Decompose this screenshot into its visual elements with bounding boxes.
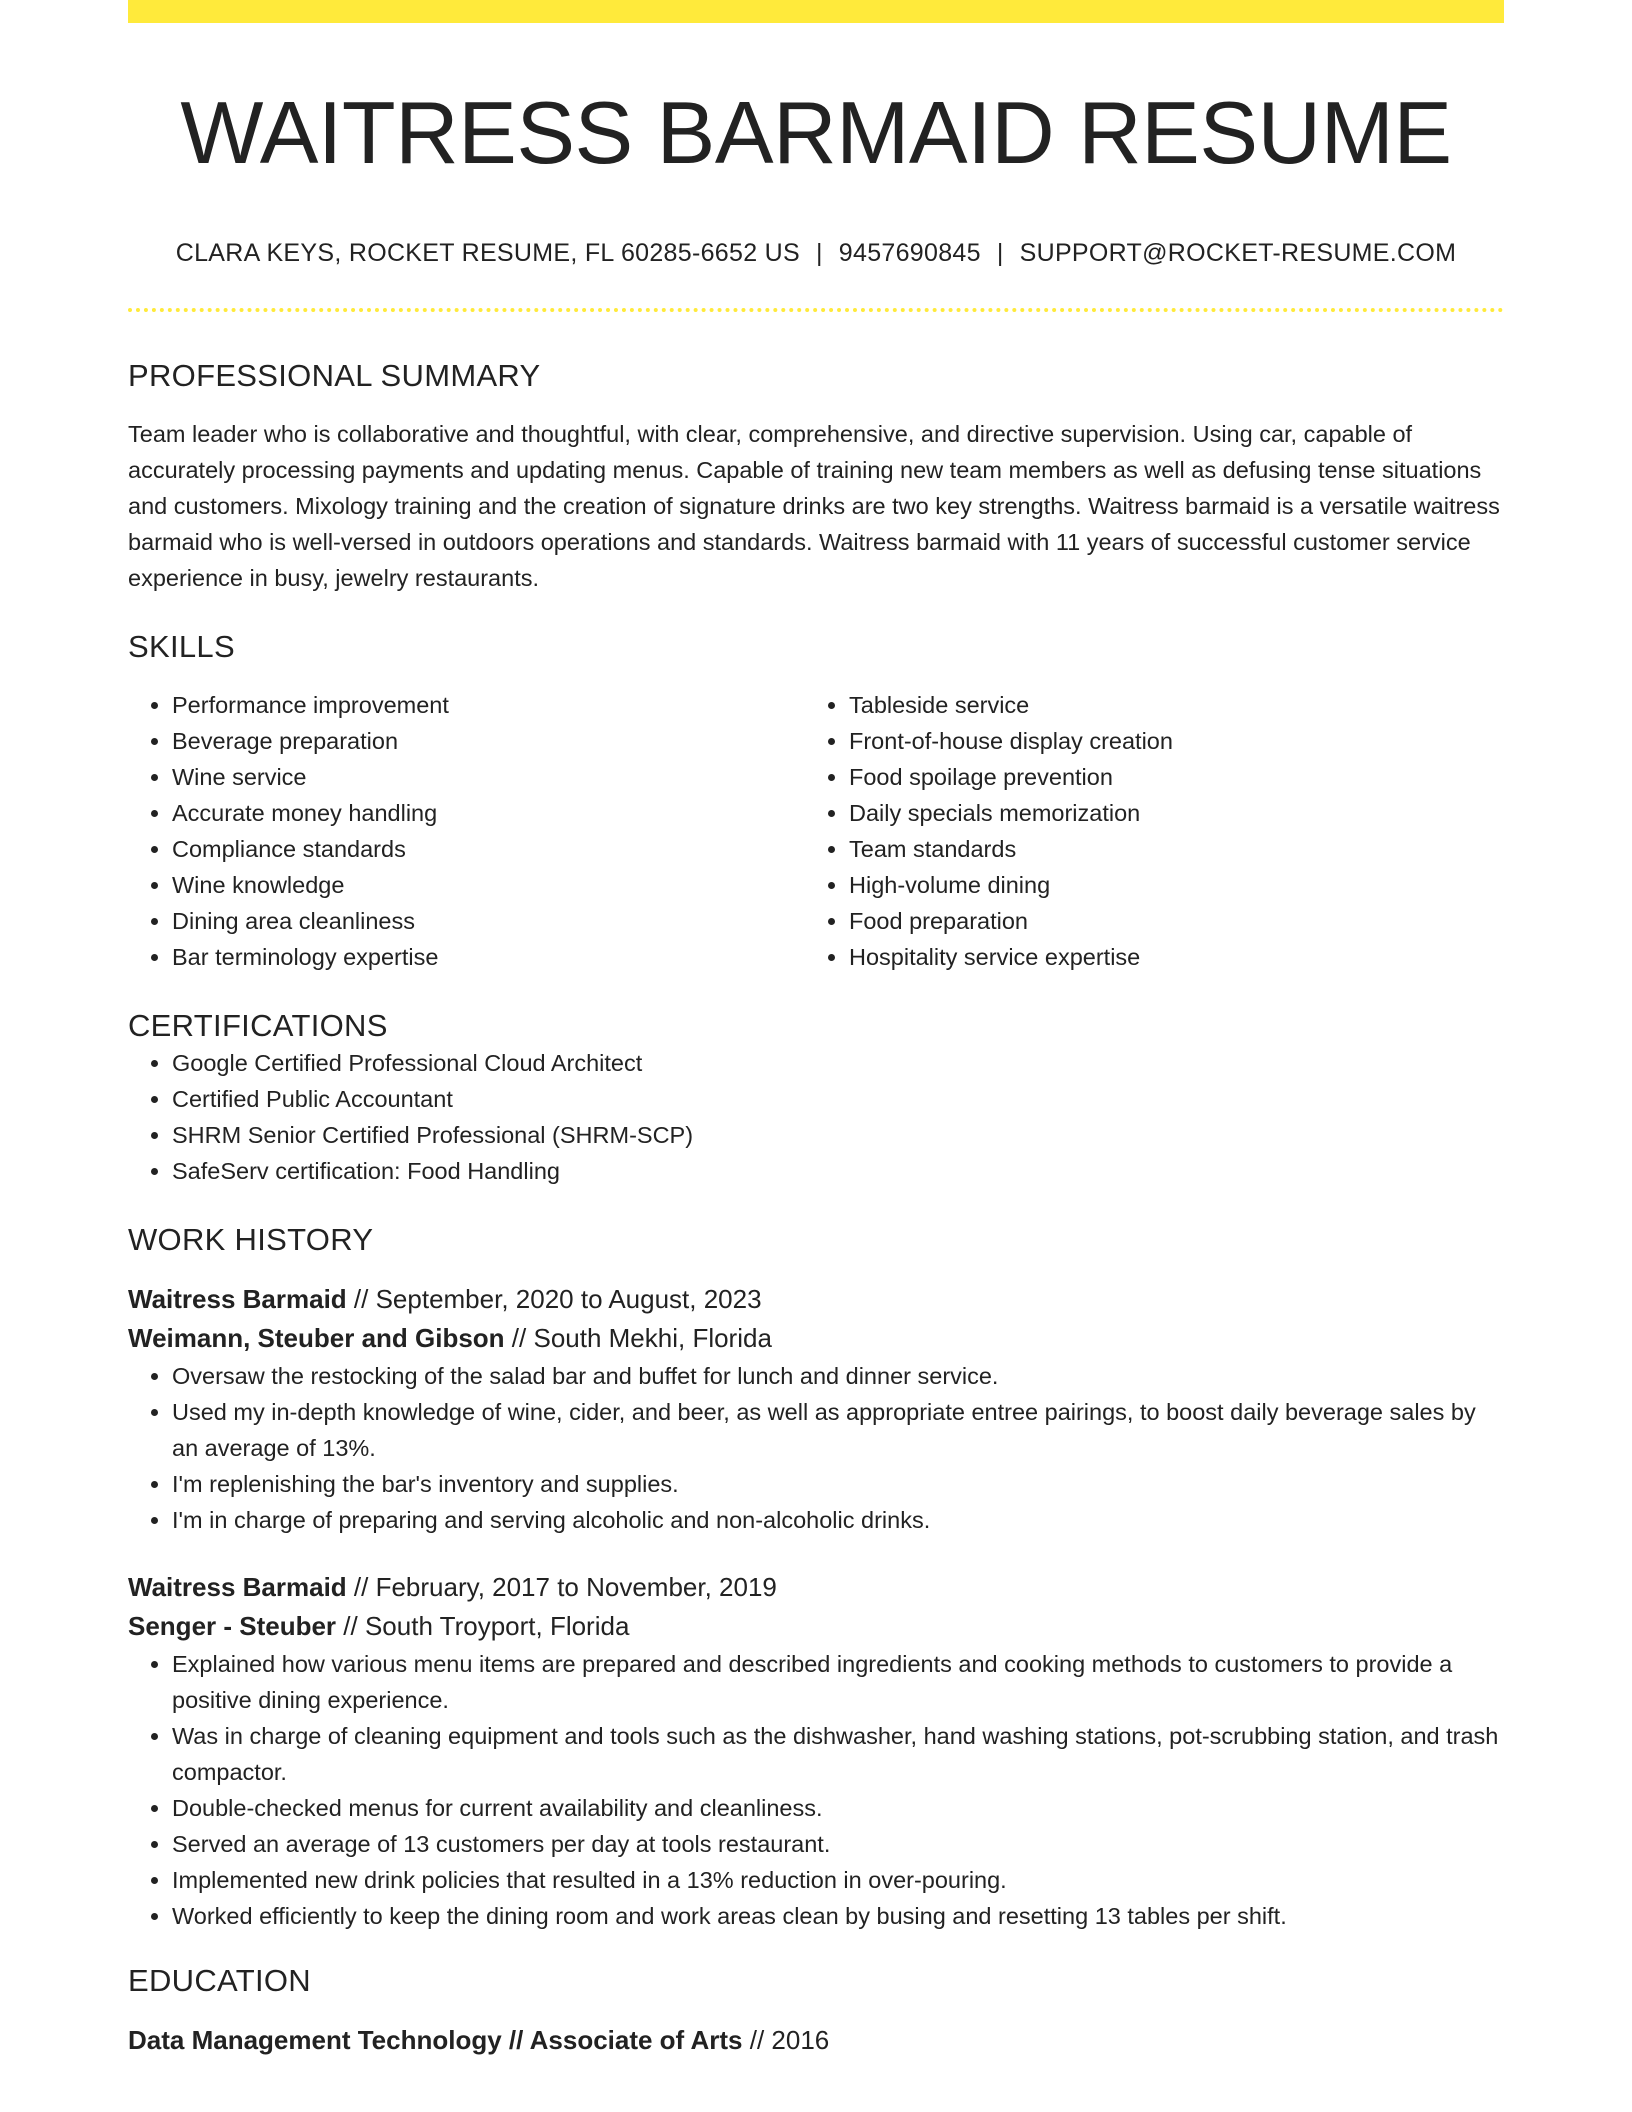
skill-item: • Tableside service [849, 687, 1482, 723]
job-duty-item: • Used my in-depth knowledge of wine, cider, and beer, as well as appropriate entree pairings, to boost daily beverage sales by an average of 13%. [172, 1394, 1504, 1466]
job-role-line [128, 1568, 1504, 1607]
job-entry [128, 1280, 1504, 1538]
certification-item: • SafeServ certification: Food Handling [172, 1153, 1504, 1189]
job-duty-item: • Was in charge of cleaning equipment and tools such as the dishwasher, hand washing stations, pot-scrubbing station, and trash compactor. [172, 1718, 1504, 1790]
skill-item: • Food spoilage prevention [849, 759, 1482, 795]
contact-email[interactable]: SUPPORT@ROCKET-RESUME.COM [1019, 239, 1457, 268]
skills-columns [128, 687, 1504, 975]
certification-item: • Certified Public Accountant [172, 1081, 1504, 1117]
skill-item: • Bar terminology expertise [172, 939, 805, 975]
skill-item: • Wine knowledge [172, 867, 805, 903]
job-role: Waitress Barmaid [128, 1571, 347, 1602]
skills-list-left [128, 687, 805, 975]
job-duties-list [128, 1646, 1504, 1934]
skills-column-right [805, 687, 1482, 975]
contact-address: CLARA KEYS, ROCKET RESUME, FL 60285-6652 US [175, 239, 800, 268]
certifications-heading: CERTIFICATIONS [128, 1008, 388, 1044]
skill-item: • High-volume dining [849, 867, 1482, 903]
job-dates: // September, 2020 to August, 2023 [346, 1283, 762, 1314]
certification-item: • Google Certified Professional Cloud Architect [172, 1045, 1504, 1081]
skill-item: • Dining area cleanliness [172, 903, 805, 939]
contact-separator: | [996, 239, 1004, 268]
job-duty-item: • Oversaw the restocking of the salad bar and buffet for lunch and dinner service. [172, 1358, 1504, 1394]
skill-item: • Accurate money handling [172, 795, 805, 831]
resume-page [128, 0, 1504, 2060]
resume-title: WAITRESS BARMAID RESUME [180, 83, 1452, 182]
job-duty-item: • Explained how various menu items are prepared and described ingredients and cooking methods to customers to provide a positive dining experience. [172, 1646, 1504, 1718]
job-employer-line [128, 1319, 1504, 1358]
job-duty-item: • I'm replenishing the bar's inventory and supplies. [172, 1466, 1504, 1502]
work-history-heading: WORK HISTORY [128, 1221, 374, 1257]
skill-item: • Front-of-house display creation [849, 723, 1482, 759]
job-role-line [128, 1280, 1504, 1319]
education-entry [128, 2021, 1504, 2060]
skill-item: • Compliance standards [172, 831, 805, 867]
certification-item: • SHRM Senior Certified Professional (SHRM-SCP) [172, 1117, 1504, 1153]
skills-list-right [805, 687, 1482, 975]
skill-item: • Daily specials memorization [849, 795, 1482, 831]
contact-line [128, 238, 1504, 268]
skills-column-left [128, 687, 805, 975]
job-location: // South Mekhi, Florida [504, 1322, 772, 1353]
summary-heading: PROFESSIONAL SUMMARY [128, 358, 541, 394]
education-degree: Data Management Technology // Associate of Arts [128, 2024, 743, 2055]
job-entry [128, 1568, 1504, 1934]
contact-phone: 9457690845 [838, 239, 981, 268]
job-duties-list [128, 1358, 1504, 1538]
skill-item: • Beverage preparation [172, 723, 805, 759]
job-location: // South Troyport, Florida [336, 1610, 630, 1641]
contact-separator: | [815, 239, 823, 268]
certifications-list [128, 1045, 1504, 1189]
skills-heading: SKILLS [128, 629, 235, 665]
job-role: Waitress Barmaid [128, 1283, 347, 1314]
skill-item: • Wine service [172, 759, 805, 795]
dotted-divider [128, 308, 1504, 312]
summary-text: Team leader who is collaborative and thoughtful, with clear, comprehensive, and directive supervision. Using car, capable of accurately processing payments and updating menus. Capable of training new team members as well as defusing tense situations and customers. Mixology training and the creation of signature drinks are two key strengths. Waitress barmaid is a versatile waitress barmaid who is well-versed in outdoors operations and standards. Waitress barmaid with 11 years of successful customer service experience in busy, jewelry restaurants. [128, 421, 1500, 592]
job-duty-item: • Double-checked menus for current availability and cleanliness. [172, 1790, 1504, 1826]
job-dates: // February, 2017 to November, 2019 [346, 1571, 777, 1602]
skill-item: • Team standards [849, 831, 1482, 867]
skill-item: • Food preparation [849, 903, 1482, 939]
job-employer: Senger - Steuber [128, 1610, 337, 1641]
job-duty-item: • I'm in charge of preparing and serving alcoholic and non-alcoholic drinks. [172, 1502, 1504, 1538]
job-duty-item: • Worked efficiently to keep the dining room and work areas clean by busing and resetting 13 tables per shift. [172, 1898, 1504, 1934]
top-accent-bar [128, 0, 1504, 23]
skill-item: • Performance improvement [172, 687, 805, 723]
education-year: // 2016 [742, 2024, 830, 2055]
job-employer: Weimann, Steuber and Gibson [128, 1322, 505, 1353]
job-employer-line [128, 1607, 1504, 1646]
job-duty-item: • Implemented new drink policies that resulted in a 13% reduction in over-pouring. [172, 1862, 1504, 1898]
job-duty-item: • Served an average of 13 customers per day at tools restaurant. [172, 1826, 1504, 1862]
skill-item: • Hospitality service expertise [849, 939, 1482, 975]
education-heading: EDUCATION [128, 1962, 311, 1998]
